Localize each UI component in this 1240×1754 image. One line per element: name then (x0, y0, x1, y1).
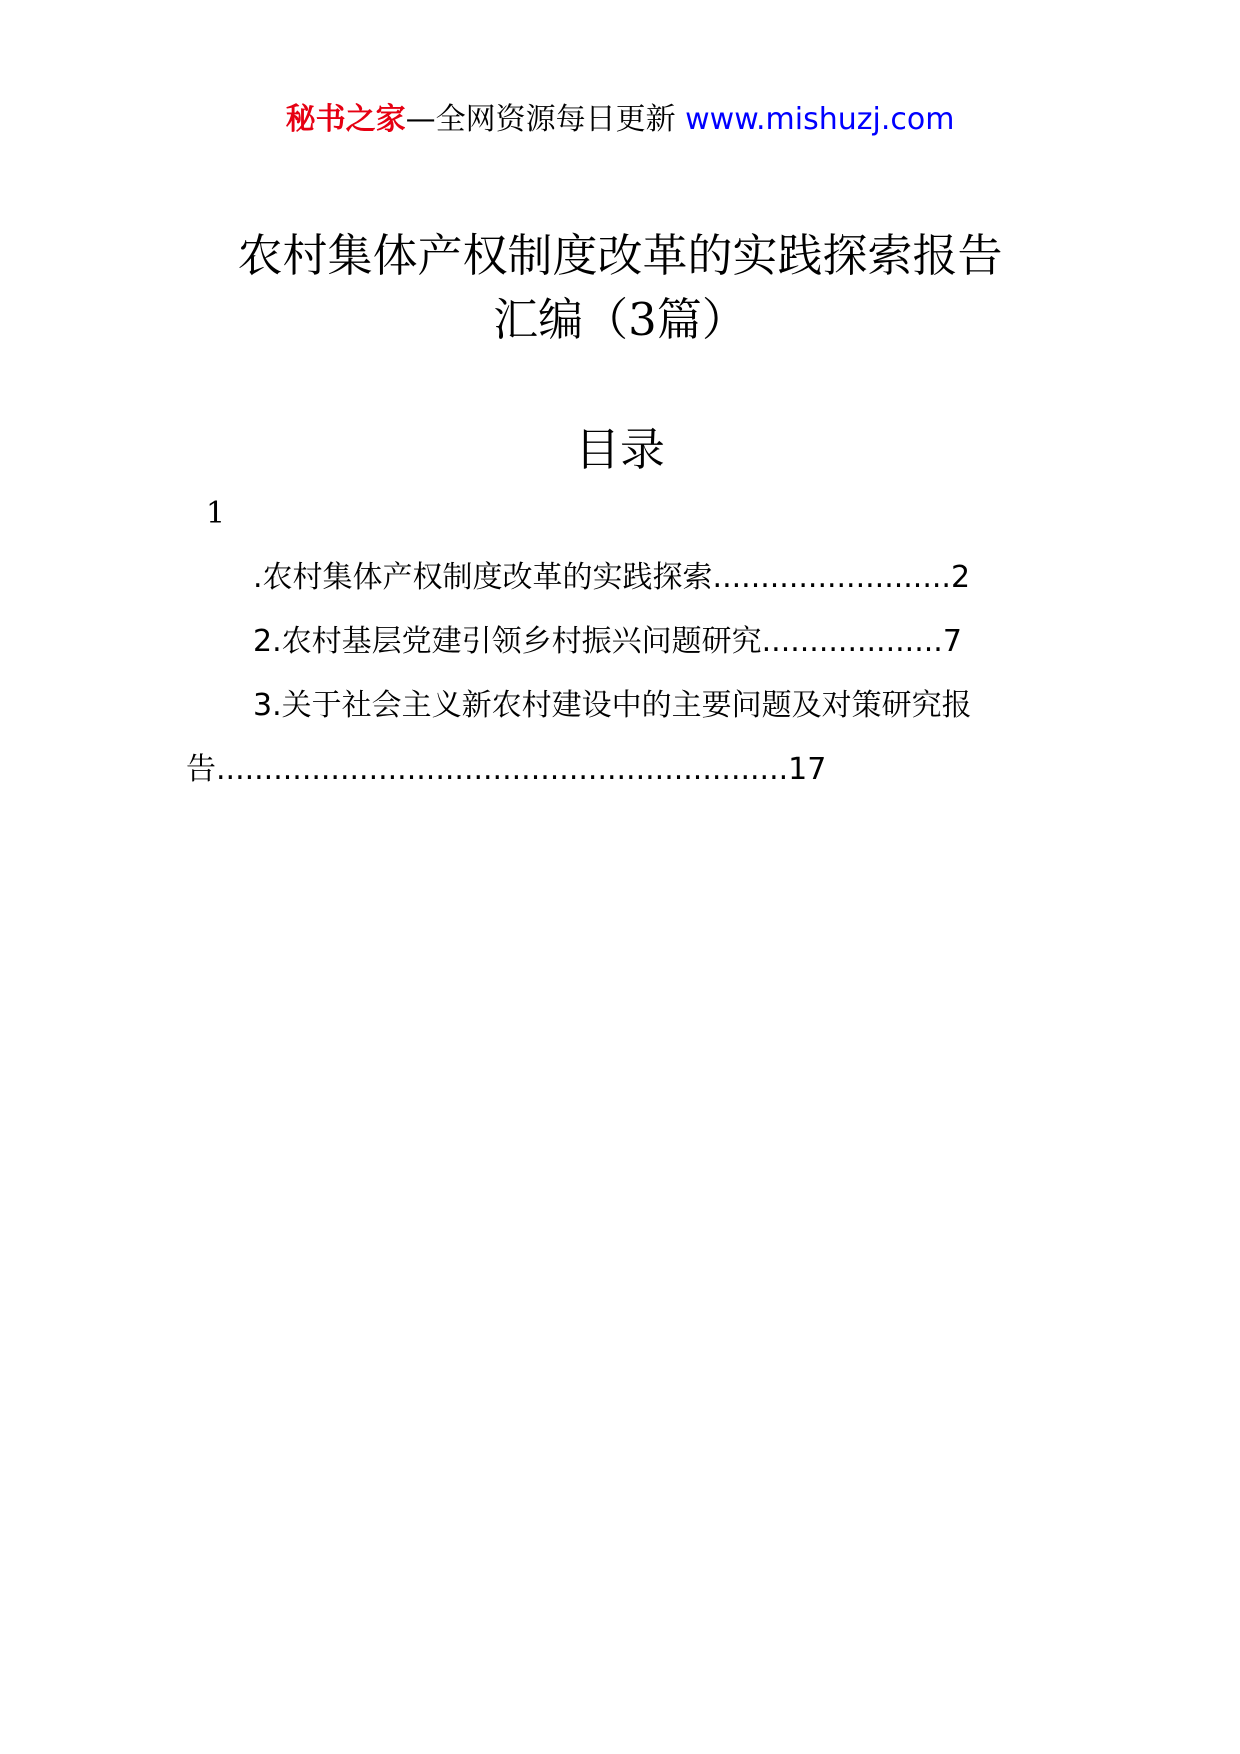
toc-entry-1[interactable] (253, 558, 970, 598)
toc-entry-page: 7 (942, 624, 962, 659)
toc-entry-leader: ............................................................ (216, 752, 789, 787)
site-url-link[interactable]: www.mishuzj.com (685, 102, 955, 137)
toc-entry-text: 2.农村基层党建引领乡村振兴问题研究 (253, 624, 762, 659)
site-header (0, 100, 1240, 140)
title-line-1: 农村集体产权制度改革的实践探索报告 (237, 229, 1003, 282)
title-line-2 (0, 288, 1240, 352)
title-article-count: 3 (628, 293, 657, 346)
toc-heading: 目录 (574, 423, 665, 476)
toc-entry-page: 2 (950, 560, 971, 595)
toc-stray-number: 1 (206, 496, 226, 531)
site-slogan: —全网资源每日更新 (405, 102, 676, 137)
title-line-2-suffix: 篇） (656, 293, 747, 346)
toc-entry-leader: ................... (761, 624, 943, 659)
toc-entry-leader: ......................... (712, 560, 951, 595)
toc-entry-3-continued[interactable] (186, 750, 826, 790)
document-title (0, 224, 1240, 352)
toc-entry-text-continuation: 告 (186, 752, 216, 787)
title-line-2-prefix: 汇编（ (493, 293, 629, 346)
toc-entry-text: .农村集体产权制度改革的实践探索 (253, 560, 713, 595)
toc-entry-2[interactable] (253, 622, 962, 662)
toc-entry-text: 3.关于社会主义新农村建设中的主要问题及对策研究报 (253, 688, 972, 723)
toc-entry-page: 17 (788, 752, 827, 787)
brand-name: 秘书之家 (285, 102, 406, 137)
toc-entry-3[interactable] (253, 686, 972, 726)
